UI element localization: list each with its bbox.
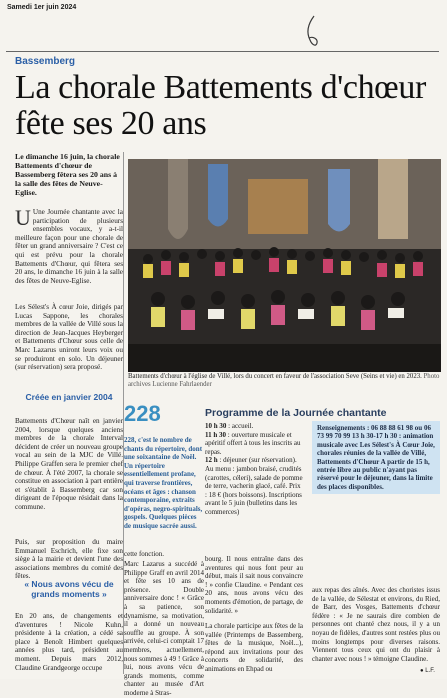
program-list	[205, 422, 303, 517]
program-item	[205, 422, 303, 431]
caption-text: Battements d'chœur à l'église de Villé, lors du concert en faveur de l'association Seve (Seins et vie) en 2023.	[128, 373, 422, 380]
top-rule	[6, 51, 439, 52]
body-paragraph: En 20 ans, de changements et d'aventures ! Nicole Kuhn, présidente à la création, a cédé sa place à Benoît Himbert quelques années plus tard, président au moment. Depuis mars 2012, Claudine Grandgeorge occupe	[15, 612, 123, 672]
body-paragraph: Marc Lazarus a succédé à Philippe Graff en avril 2014 et fête ses 10 ans de présence. Double anniversaire donc ! « Grâce à sa patience, son dynamisme, sa motivation, il a donné un nouveau souffle au groupe. À son arrivée, celui-ci comptait 17 membres, actuellement, nous sommes à 49 ! Grâce à lui, nous avons vécu de grands moments, comme chanter au musée d'Art moderne à Stras-	[124, 560, 204, 697]
photo-credit: Photo archives Lucienne Fahrlaender	[128, 373, 440, 388]
program-item	[205, 431, 303, 457]
program-text: : ouverture musicale et apéritif offert à tous les inscrits au repas.	[205, 430, 301, 456]
program-text: : déjeuner (sur réservation). Au menu : jambon braisé, crudités (carottes, céleri), salade de pomme de terre, vacherin glacé, café. Prix : 18 € (hors boissons). Inscriptions avant le 5 juin (bulletins dans les commerces)	[205, 456, 303, 516]
body-paragraph: Battements d'Chœur naît en janvier 2004, lorsque quelques anciens membres de la chorale Interval décident de créer un nouveau groupe vocal au sein de la MJC de Villé. Philippe Graffen sera le premier chef de chœur. À l'été 2007, la chorale se constitue en association à part entière et s'établit à Bassemberg car son dirigeant de l'époque résidait dans la commune.	[15, 417, 123, 511]
choir-photo	[128, 159, 441, 372]
issue-date: Samedi 1er juin 2024	[7, 4, 77, 11]
drop-cap: U	[15, 205, 31, 230]
program-time: 11 h 30	[205, 430, 227, 439]
headline: La chorale Battements d'chœur fête ses 20 ans	[15, 69, 426, 142]
program-item	[205, 456, 303, 516]
author-signature: ● L.F.	[420, 668, 435, 674]
handwritten-mark	[300, 14, 322, 54]
photo-caption	[128, 373, 440, 389]
body-paragraph: bourg. Il nous entraîne dans des aventures qui nous font peur au début, mais il sait nous convaincre ! » confie Claudine. « Pendant ces 20 ans, nous avons vécu des moments d'émotion, de partage, de solidarité. »	[205, 555, 303, 615]
body-paragraph: Les Sélest's À cœur Joie, dirigés par Lucas Sappone, les chorales membres de la vallée de Villé sous la direction de Jean-Jacques Heyberger et Battements d'Chœur sous celle de Marc Lazarus uniront leurs voix ou se produiront en solo. Un déjeuner (sur réservation) sera proposé.	[15, 303, 123, 372]
body-paragraph: aux repas des aînés. Avec des choristes issus de la vallée, de Sélestat et environs, du Ried, de Barr, des Vosges, Battements d'chœur fédère : « Je ne saurais dire combien de personnes ont chanté chez nous, il y a un noyau de fidèles, d'autres sont restées plus ou moins longtemps pour diverses raisons. Viennent tous ceux qui ont du plaisir à chanter avec nous ! » témoigne Claudine.	[312, 586, 440, 663]
lead-paragraph: Le dimanche 16 juin, la chorale Battements d'chœur de Bassemberg fêtera ses 20 ans à la salle des fêtes de Neuve-Eglise.	[15, 152, 120, 197]
info-box: Renseignements : 06 88 88 61 98 ou 06 73 99 70 99 13 h 30-17 h 30 : animation musicale avec Les Sélest's À Cœur Joie, chorales réunies de la vallée de Villé, Battements d'Chœur A partir de 15 h, entrée libre au public n'ayant pas réservé pour le déjeuner, dans la limite des places disponibles.	[312, 421, 440, 494]
program-time: 10 h 30	[205, 422, 227, 430]
stat-number: 228	[124, 401, 161, 426]
subhead: Créée en janvier 2004	[25, 392, 113, 402]
program-title: Programme de la Journée chantante	[205, 407, 387, 419]
program-time: 12 h	[205, 456, 218, 465]
body-paragraph: cette fonction.	[124, 550, 165, 558]
stat-text: 228, c'est le nombre de chants du répertoire, dont une soixantaine de Noël. Un répertoire essentiellement profane, qui traverse frontières, océans et âges : chanson contemporaine, extraits d'opéras, negro-spirituals, gospels. Quelques pièces de musique sacrée aussi.	[124, 436, 203, 530]
subhead: « Nous avons vécu de grands moments »	[24, 579, 114, 599]
body-text: Une Journée chantante avec la participation de plusieurs ensembles vocaux, y a-t-il meilleure façon pour une chorale de fêter un grand anniversaire ? C'est ce qui est prévu pour la chorale Battements d'Chœur, qui fêtera ses 20 ans, le dimanche 16 juin à la salle des fêtes de Neuve-Eglise.	[15, 208, 123, 285]
body-paragraph	[15, 205, 123, 285]
location-kicker: Bassemberg	[15, 56, 76, 67]
body-paragraph: Puis, sur proposition du maire Emmanuel Eschrich, elle fixe son siège à la mairie et devient l'une des associations membres du comité des fêtes.	[15, 538, 123, 581]
body-paragraph: La chorale participe aux fêtes de la vallée (Printemps de Bassemberg, fêtes de la musique, Noël...), répond aux invitations pour des concerts de solidarité, des animations en Ehpad ou	[205, 622, 303, 673]
program-text: : accueil.	[228, 422, 254, 430]
